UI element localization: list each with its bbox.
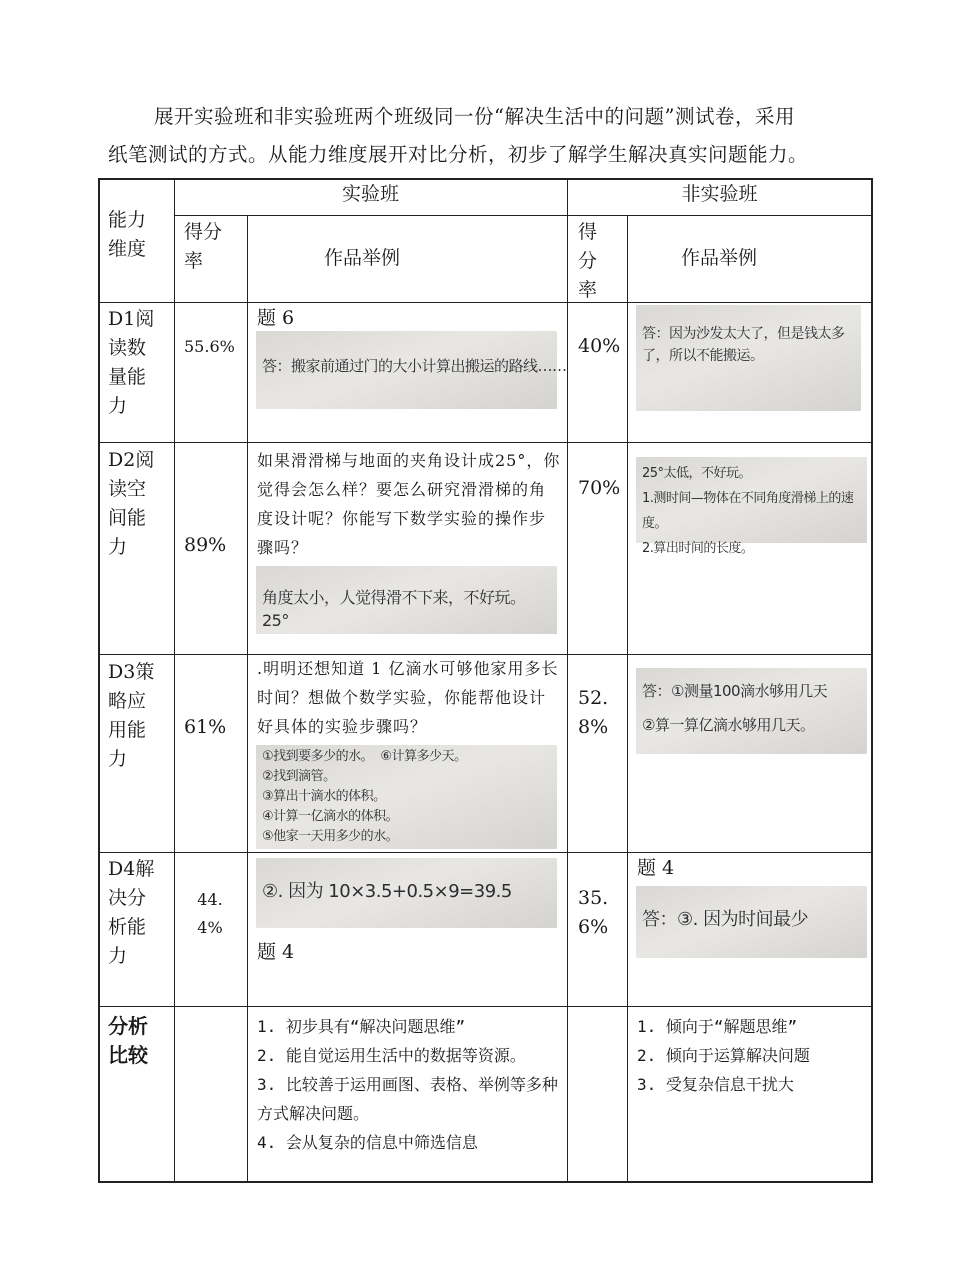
row-d3-exp-score: 61% — [184, 716, 227, 738]
row-d2-exp-work-photo — [256, 566, 557, 634]
row-d1-non-score: 40% — [578, 335, 621, 357]
row-d4-exp-handwriting: ②. 因为 10×3.5+0.5×9=39.5 — [262, 881, 512, 902]
row-d1-exp-score: 55.6% — [184, 337, 235, 356]
row-d1-dimension: D1阅读数量能力 — [108, 308, 155, 417]
row-d1-non-handwriting: 答：因为沙发太大了，但是钱太多了，所以不能搬运。 — [642, 326, 845, 364]
row-d4-non-work-photo — [636, 886, 867, 958]
analysis-exp-item: 4. 会从复杂的信息中筛选信息 — [257, 1133, 478, 1152]
row-d4-dimension: D4解决分析能力 — [108, 858, 155, 967]
row-d4-non-caption: 题 4 — [637, 857, 675, 879]
row-d3-exp-handwriting: ①找到要多少的水。 ⑥计算多少天。 ②找到滴管。 ③算出十滴水的体积。 ④计算一亿滴水的体积。 ⑤他家一天用多少的水。 — [262, 749, 467, 844]
row-d1-non-work-photo — [636, 305, 861, 411]
row-d1-exp-handwriting: 答：搬家前通过门的大小计算出搬运的路线…… — [262, 357, 567, 375]
intro-line-1: 展开实验班和非实验班两个班级同一份“解决生活中的问题”测试卷，采用 — [154, 105, 795, 128]
row-d4-exp-work-photo — [256, 858, 557, 928]
row-d2-non-work-photo — [636, 457, 867, 556]
header-experimental: 实验班 — [341, 183, 399, 205]
row-d4-non-handwriting: 答：③. 因为时间最少 — [642, 909, 809, 930]
row-d3-exp-question: .明明还想知道 1 亿滴水可够他家用多长时间？想做个数学实验，你能帮他设计好具体的实验步骤吗？ — [257, 659, 559, 736]
intro-line-2: 纸笔测试的方式。从能力维度展开对比分析，初步了解学生解决真实问题能力。 — [108, 143, 809, 166]
row-d3-non-score: 52.8% — [578, 687, 609, 738]
header-non-experimental: 非实验班 — [681, 183, 758, 205]
row-d2-non-score: 70% — [578, 477, 621, 499]
row-d3-exp-work-photo — [256, 745, 557, 849]
header-exp-score-rate: 得分率 — [184, 221, 223, 272]
row-d4-exp-caption: 题 4 — [257, 941, 295, 963]
row-d1-exp-caption: 题 6 — [257, 307, 295, 329]
row-d2-dimension: D2阅读空间能力 — [108, 449, 155, 558]
analysis-non-item: 2. 倾向于运算解决问题 — [637, 1046, 810, 1065]
comparison-table — [98, 178, 873, 1182]
header-exp-work-example: 作品举例 — [324, 247, 401, 269]
header-non-score-rate: 得分率 — [578, 221, 598, 301]
analysis-exp-item: 3. 比较善于运用画图、表格、举例等多种方式解决问题。 — [257, 1075, 558, 1123]
row-d2-exp-question: 如果滑滑梯与地面的夹角设计成25°，你觉得会怎么样？要怎么研究滑滑梯的角度设计呢？你能写下数学实验的操作步骤吗？ — [257, 451, 561, 557]
row-d2-exp-handwriting: 角度太小，人觉得滑不下来，不好玩。 25° — [262, 588, 526, 630]
analysis-label: 分析比较 — [108, 1014, 148, 1067]
analysis-exp-item: 1. 初步具有“解决问题思维” — [257, 1017, 466, 1036]
row-d2-non-handwriting: 25°太低，不好玩。 1.测时间—物体在不同角度滑梯上的速度。 2.算出时间的长度。 — [642, 466, 854, 556]
row-d1-exp-work-photo — [256, 331, 567, 409]
analysis-non-experimental-list — [637, 1012, 867, 1099]
row-d4-non-score: 35.6% — [578, 887, 609, 938]
row-d3-non-work-photo — [636, 668, 867, 754]
analysis-non-item: 3. 受复杂信息干扰大 — [637, 1075, 794, 1094]
row-d3-dimension: D3策略应用能力 — [108, 661, 155, 770]
row-d2-exp-score: 89% — [184, 534, 227, 556]
row-d4-exp-score: 44.4% — [197, 890, 223, 937]
analysis-non-item: 1. 倾向于“解题思维” — [637, 1017, 798, 1036]
intro-paragraph — [108, 98, 868, 174]
analysis-exp-item: 2. 能自觉运用生活中的数据等资源。 — [257, 1046, 526, 1065]
row-d3-non-handwriting: 答：①测量100滴水够用几天 ②算一算亿滴水够用几天。 — [642, 682, 828, 734]
header-dimension: 能力维度 — [108, 209, 147, 260]
analysis-experimental-list — [257, 1012, 562, 1157]
header-non-work-example: 作品举例 — [681, 247, 758, 269]
